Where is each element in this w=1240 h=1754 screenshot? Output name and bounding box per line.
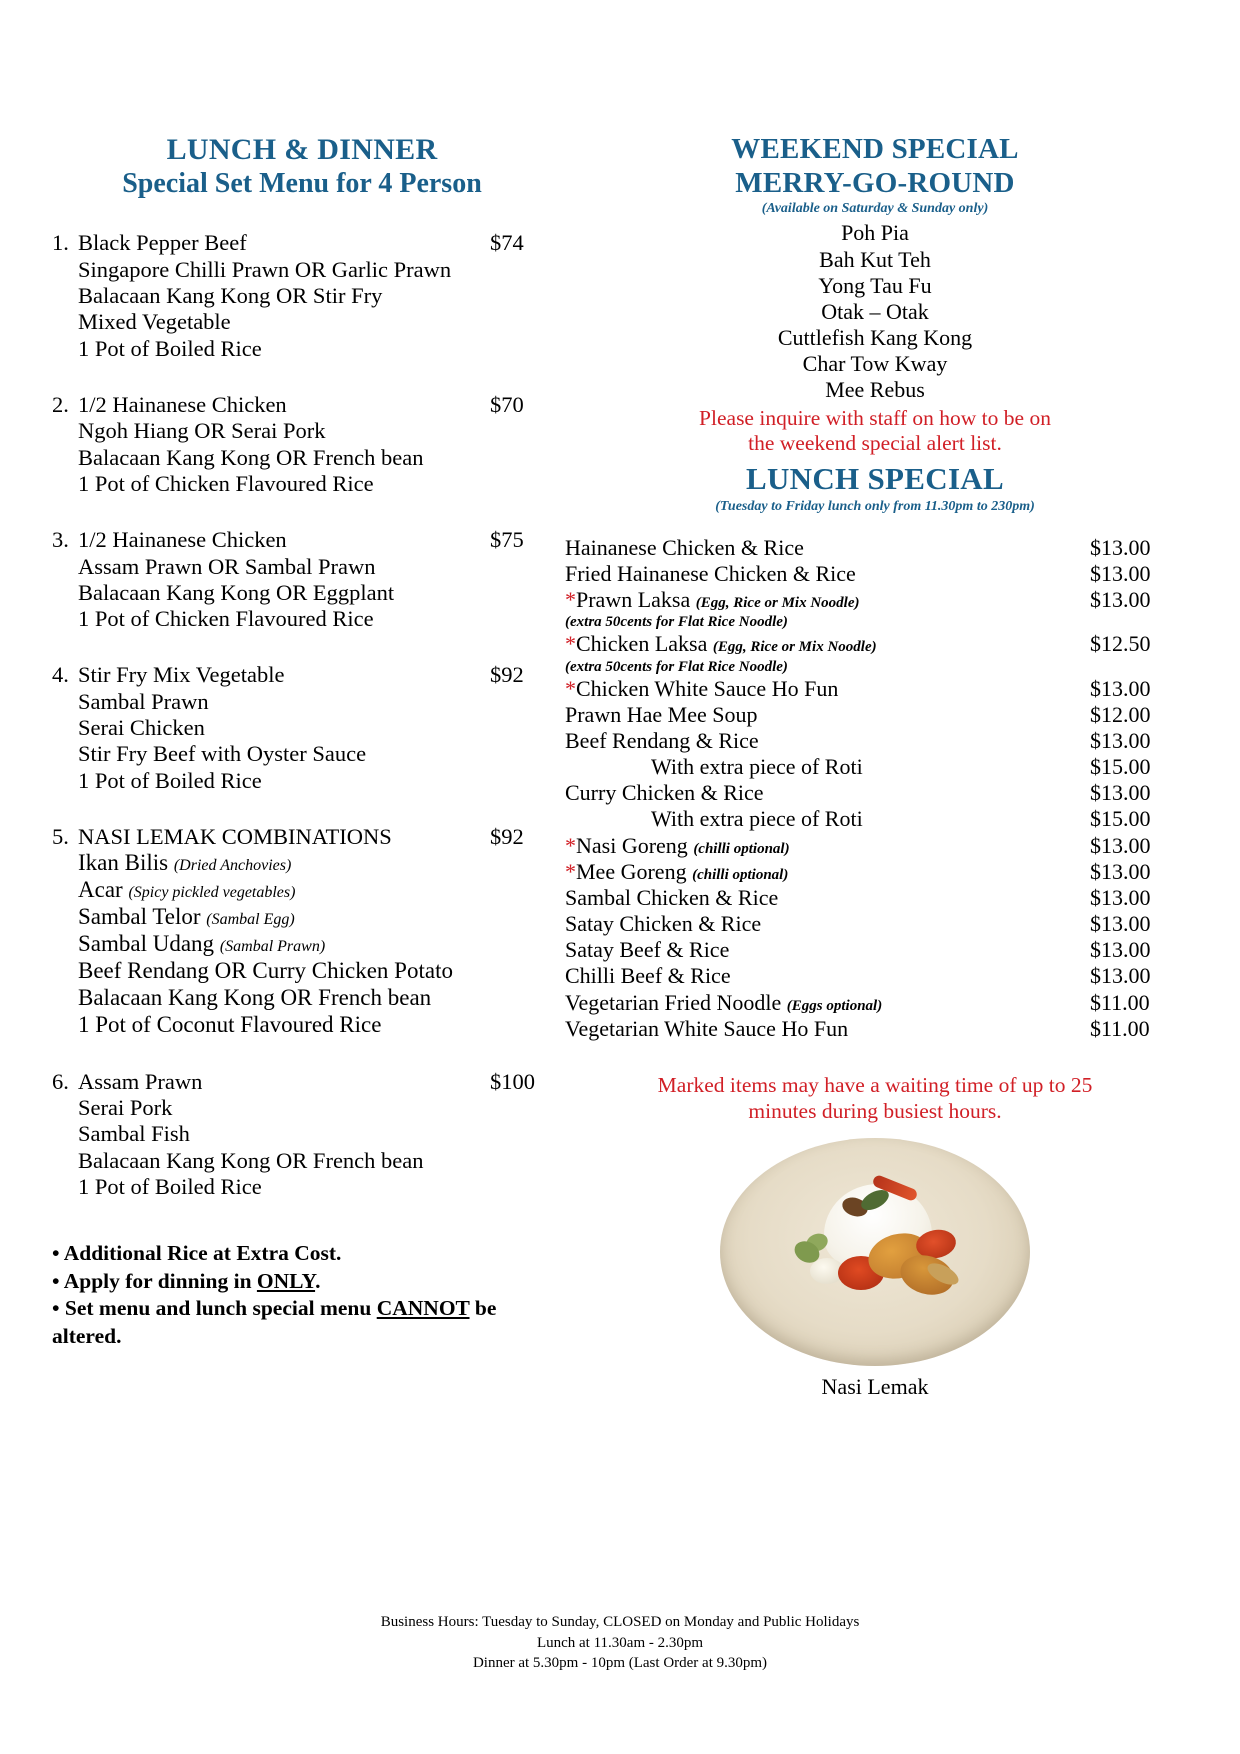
weekend-item: Poh Pia: [841, 220, 909, 246]
set-menu-line: [78, 1012, 552, 1039]
set-menu-number: 6.: [52, 1068, 69, 1094]
weekend-items-list: [565, 220, 1185, 403]
lunch-special-name-cell: [565, 963, 1090, 989]
lunch-special-option-note: (chilli optional): [693, 840, 790, 857]
lunch-special-row: [565, 676, 1185, 702]
set-menu-title: 1/2 Hainanese Chicken: [78, 391, 287, 417]
photo-caption: Nasi Lemak: [821, 1374, 929, 1400]
set-menu-line: Mixed Vegetable: [78, 309, 231, 335]
lunch-special-row: [565, 1016, 1185, 1042]
set-menu-line: Ngoh Hiang OR Serai Pork: [78, 418, 326, 444]
asterisk-icon: *: [565, 587, 576, 613]
lunch-special-row: [565, 833, 1185, 859]
set-menu-line: 1 Pot of Chicken Flavoured Rice: [78, 470, 374, 496]
footer-line-1: Business Hours: Tuesday to Sunday, CLOSED on Monday and Public Holidays: [380, 1614, 860, 1630]
lunch-special-name-cell: [565, 780, 1090, 806]
lunch-special-list: [565, 535, 1185, 1042]
weekend-alert-line-1: Please inquire with staff on how to be on: [699, 405, 1051, 430]
set-menu-line-main: Beef Rendang OR Curry Chicken Potato: [78, 957, 453, 983]
menu-note-emphasis: CANNOT: [376, 1296, 470, 1321]
lunch-special-name: Satay Beef & Rice: [565, 937, 730, 963]
set-menu-price: $100: [490, 1068, 535, 1094]
set-menu-line: [78, 877, 552, 904]
lunch-special-name-cell: [565, 754, 1090, 780]
set-menu-header-row: [52, 392, 552, 418]
set-menu-line: 1 Pot of Boiled Rice: [78, 335, 262, 361]
marked-items-warning: [565, 1072, 1185, 1124]
set-menu-list: [52, 230, 552, 1200]
set-menu-line: [78, 931, 552, 958]
set-menu-line: Stir Fry Beef with Oyster Sauce: [78, 741, 367, 767]
set-menu-line: 1 Pot of Boiled Rice: [78, 767, 262, 793]
set-menu-column: [52, 132, 552, 1350]
set-menu-price: $70: [490, 391, 524, 417]
asterisk-icon: *: [565, 858, 576, 884]
set-menu-line-main: Acar: [78, 877, 123, 903]
footer-line-2: Lunch at 11.30am - 2.30pm: [536, 1634, 704, 1651]
menu-note-text: • Additional Rice at Extra Cost.: [52, 1241, 342, 1266]
set-menu-line-note: (Spicy pickled vegetables): [128, 884, 296, 902]
set-menu-line: Sambal Prawn: [78, 688, 209, 714]
set-menu-item: [52, 527, 552, 632]
set-menu-number: 2.: [52, 391, 69, 417]
menu-note-suffix: be altered.: [52, 1296, 497, 1348]
nasi-lemak-photo: [565, 1138, 1185, 1366]
menu-notes: [52, 1240, 547, 1350]
set-menu-item: [52, 230, 552, 362]
lunch-dinner-title: LUNCH & DINNER: [166, 133, 438, 166]
set-menu-line: Balacaan Kang Kong OR Stir Fry: [78, 283, 383, 309]
lunch-special-price: $12.50: [1090, 631, 1151, 657]
weekend-alert-note: [565, 406, 1185, 458]
set-menu-line: Sambal Fish: [78, 1121, 190, 1147]
lunch-special-name: Prawn Laksa: [576, 587, 691, 613]
set-menu-price: $92: [490, 824, 524, 850]
lunch-special-row: [565, 754, 1185, 780]
lunch-special-price: $13.00: [1090, 727, 1151, 753]
lunch-special-name: Vegetarian White Sauce Ho Fun: [565, 1015, 849, 1041]
menu-note-suffix: .: [315, 1268, 321, 1293]
specials-column: [565, 132, 1185, 1400]
set-menu-line: Balacaan Kang Kong OR Eggplant: [78, 579, 395, 605]
set-menu-line: Serai Chicken: [78, 715, 205, 741]
asterisk-icon: *: [565, 832, 576, 858]
lunch-special-name: Chicken White Sauce Ho Fun: [576, 675, 839, 701]
set-menu-line: [78, 985, 552, 1012]
menu-note: [52, 1295, 547, 1350]
set-menu-line: [78, 904, 552, 931]
footer-line-3: Dinner at 5.30pm - 10pm (Last Order at 9.30pm): [472, 1655, 768, 1672]
set-menu-header-row: [52, 662, 552, 688]
set-menu-line-main: Ikan Bilis: [78, 850, 169, 876]
lunch-special-price: $13.00: [1090, 911, 1151, 937]
weekend-item: Cuttlefish Kang Kong: [777, 325, 973, 351]
lunch-special-price: $11.00: [1090, 1015, 1150, 1041]
menu-note-text: • Apply for dinning in: [52, 1268, 257, 1293]
lunch-special-option-note: (Egg, Rice or Mix Noodle): [712, 639, 877, 656]
lunch-special-price: $13.00: [1090, 937, 1151, 963]
lunch-special-price: $13.00: [1090, 675, 1151, 701]
lunch-special-name-cell: [565, 631, 1090, 657]
lunch-special-name-cell: [565, 911, 1090, 937]
set-menu-item: [52, 662, 552, 794]
warning-line-1: Marked items may have a waiting time of up to 25: [657, 1072, 1093, 1097]
lunch-special-subnote: (extra 50cents for Flat Rice Noodle): [565, 658, 788, 675]
lunch-special-row: [565, 963, 1185, 989]
lunch-special-price: $13.00: [1090, 560, 1151, 586]
lunch-special-name-cell: [565, 561, 1090, 587]
set-menu-price: $75: [490, 527, 524, 553]
weekend-item: Mee Rebus: [825, 377, 925, 403]
set-menu-line-main: Balacaan Kang Kong OR French bean: [78, 984, 432, 1010]
menu-note: [52, 1268, 547, 1296]
lunch-special-name: Prawn Hae Mee Soup: [565, 701, 758, 727]
plate-image: [720, 1138, 1030, 1366]
lunch-special-name: Satay Chicken & Rice: [565, 911, 762, 937]
lunch-special-title: LUNCH SPECIAL: [746, 461, 1004, 497]
set-menu-line-note: (Sambal Egg): [206, 911, 295, 929]
lunch-special-row: [565, 859, 1185, 885]
lunch-special-price: $13.00: [1090, 858, 1151, 884]
set-menu-line: 1 Pot of Chicken Flavoured Rice: [78, 606, 374, 632]
lunch-special-name: Nasi Goreng: [576, 832, 688, 858]
lunch-special-row: [565, 806, 1185, 832]
set-menu-line: [78, 958, 552, 985]
lunch-special-name-cell: [565, 990, 1090, 1016]
lunch-special-name-cell: [565, 885, 1090, 911]
set-menu-number: 4.: [52, 662, 69, 688]
lunch-special-name-cell: [565, 587, 1090, 613]
set-menu-line-main: Sambal Udang: [78, 931, 215, 957]
set-menu-header-row: [52, 824, 552, 850]
lunch-special-price: $13.00: [1090, 534, 1151, 560]
lunch-special-option-note: (Eggs optional): [786, 997, 883, 1014]
set-menu-line: 1 Pot of Boiled Rice: [78, 1173, 262, 1199]
lunch-special-name: Vegetarian Fried Noodle: [565, 989, 782, 1015]
menu-note-emphasis: ONLY: [256, 1268, 316, 1293]
weekend-item: Yong Tau Fu: [818, 272, 932, 298]
warning-line-2: minutes during busiest hours.: [748, 1099, 1002, 1124]
lunch-special-name-cell: [565, 859, 1090, 885]
lunch-special-price: $15.00: [1090, 754, 1151, 780]
lunch-special-option-note: (Egg, Rice or Mix Noodle): [695, 595, 860, 612]
merry-go-round-title: MERRY-GO-ROUND: [735, 167, 1015, 200]
lunch-special-row: [565, 535, 1185, 561]
business-hours-footer: [0, 1612, 1240, 1674]
menu-note-text: • Set menu and lunch special menu: [52, 1296, 377, 1321]
weekend-item: Otak – Otak: [821, 298, 929, 324]
set-menu-header-row: [52, 1069, 552, 1095]
lunch-special-price: $15.00: [1090, 806, 1151, 832]
lunch-special-row: [565, 780, 1185, 806]
lunch-special-row: [565, 561, 1185, 587]
lunch-special-row: [565, 587, 1185, 613]
set-menu-line: Balacaan Kang Kong OR French bean: [78, 444, 424, 470]
weekend-availability-note: (Available on Saturday & Sunday only): [761, 201, 989, 217]
weekend-alert-line-2: the weekend special alert list.: [748, 431, 1002, 456]
lunch-special-subnote: (extra 50cents for Flat Rice Noodle): [565, 614, 788, 631]
lunch-special-hours-note: (Tuesday to Friday lunch only from 11.30pm to 230pm): [715, 498, 1035, 514]
set-menu-number: 3.: [52, 527, 69, 553]
set-menu-price: $74: [490, 230, 524, 256]
set-menu-header-row: [52, 230, 552, 256]
lunch-special-name-cell: [565, 535, 1090, 561]
lunch-special-name: With extra piece of Roti: [651, 754, 863, 780]
set-menu-title: Assam Prawn: [78, 1068, 203, 1094]
set-menu-line: Balacaan Kang Kong OR French bean: [78, 1147, 424, 1173]
lunch-special-name: Beef Rendang & Rice: [565, 727, 759, 753]
lunch-special-price: $12.00: [1090, 701, 1151, 727]
lunch-special-row: [565, 702, 1185, 728]
lunch-special-row: [565, 728, 1185, 754]
special-set-menu-subtitle: Special Set Menu for 4 Person: [122, 168, 482, 200]
lunch-special-price: $11.00: [1090, 989, 1150, 1015]
lunch-special-name: With extra piece of Roti: [651, 806, 863, 832]
set-menu-header-row: [52, 527, 552, 553]
set-menu-title: 1/2 Hainanese Chicken: [78, 527, 287, 553]
set-menu-title: Stir Fry Mix Vegetable: [78, 662, 285, 688]
lunch-special-name-cell: [565, 937, 1090, 963]
lunch-special-name-cell: [565, 702, 1090, 728]
lunch-special-row: [565, 885, 1185, 911]
set-menu-line-main: 1 Pot of Coconut Flavoured Rice: [78, 1011, 382, 1037]
lunch-special-name: Sambal Chicken & Rice: [565, 884, 779, 910]
set-menu-line: Singapore Chilli Prawn OR Garlic Prawn: [78, 256, 452, 282]
lunch-special-name: Curry Chicken & Rice: [565, 780, 764, 806]
lunch-special-name-cell: [565, 676, 1090, 702]
lunch-special-row: [565, 990, 1185, 1016]
lunch-special-name-cell: [565, 833, 1090, 859]
lunch-special-name-cell: [565, 806, 1090, 832]
asterisk-icon: *: [565, 675, 576, 701]
lunch-special-option-note: (chilli optional): [692, 866, 789, 883]
set-menu-item: [52, 824, 552, 1039]
lunch-special-name: Mee Goreng: [576, 858, 687, 884]
lunch-special-row: [565, 937, 1185, 963]
set-menu-item: [52, 1069, 552, 1201]
lunch-special-price: $13.00: [1090, 587, 1151, 613]
set-menu-line: [78, 850, 552, 877]
set-menu-price: $92: [490, 662, 524, 688]
lunch-special-row: [565, 911, 1185, 937]
lunch-special-price: $13.00: [1090, 832, 1151, 858]
weekend-item: Bah Kut Teh: [819, 246, 931, 272]
set-menu-title: Black Pepper Beef: [78, 230, 247, 256]
set-menu-number: 5.: [52, 824, 69, 850]
set-menu-line: Assam Prawn OR Sambal Prawn: [78, 553, 376, 579]
lunch-special-price: $13.00: [1090, 963, 1151, 989]
lunch-special-name: Fried Hainanese Chicken & Rice: [565, 560, 856, 586]
lunch-special-name-cell: [565, 728, 1090, 754]
lunch-special-row: [565, 631, 1185, 657]
menu-note: [52, 1240, 547, 1268]
set-menu-line: Serai Pork: [78, 1095, 173, 1121]
asterisk-icon: *: [565, 631, 576, 657]
lunch-special-name: Chicken Laksa: [576, 631, 708, 657]
lunch-special-price: $13.00: [1090, 780, 1151, 806]
set-menu-number: 1.: [52, 230, 69, 256]
weekend-item: Char Tow Kway: [802, 351, 948, 377]
lunch-special-name: Chilli Beef & Rice: [565, 963, 731, 989]
set-menu-line-main: Sambal Telor: [78, 904, 201, 930]
set-menu-line-note: (Sambal Prawn): [219, 938, 326, 956]
set-menu-item: [52, 392, 552, 497]
lunch-special-name: Hainanese Chicken & Rice: [565, 534, 804, 560]
lunch-special-price: $13.00: [1090, 884, 1151, 910]
lunch-special-name-cell: [565, 1016, 1090, 1042]
set-menu-title: NASI LEMAK COMBINATIONS: [78, 824, 392, 850]
weekend-special-title: WEEKEND SPECIAL: [731, 133, 1019, 165]
set-menu-line-note: (Dried Anchovies): [173, 857, 292, 875]
